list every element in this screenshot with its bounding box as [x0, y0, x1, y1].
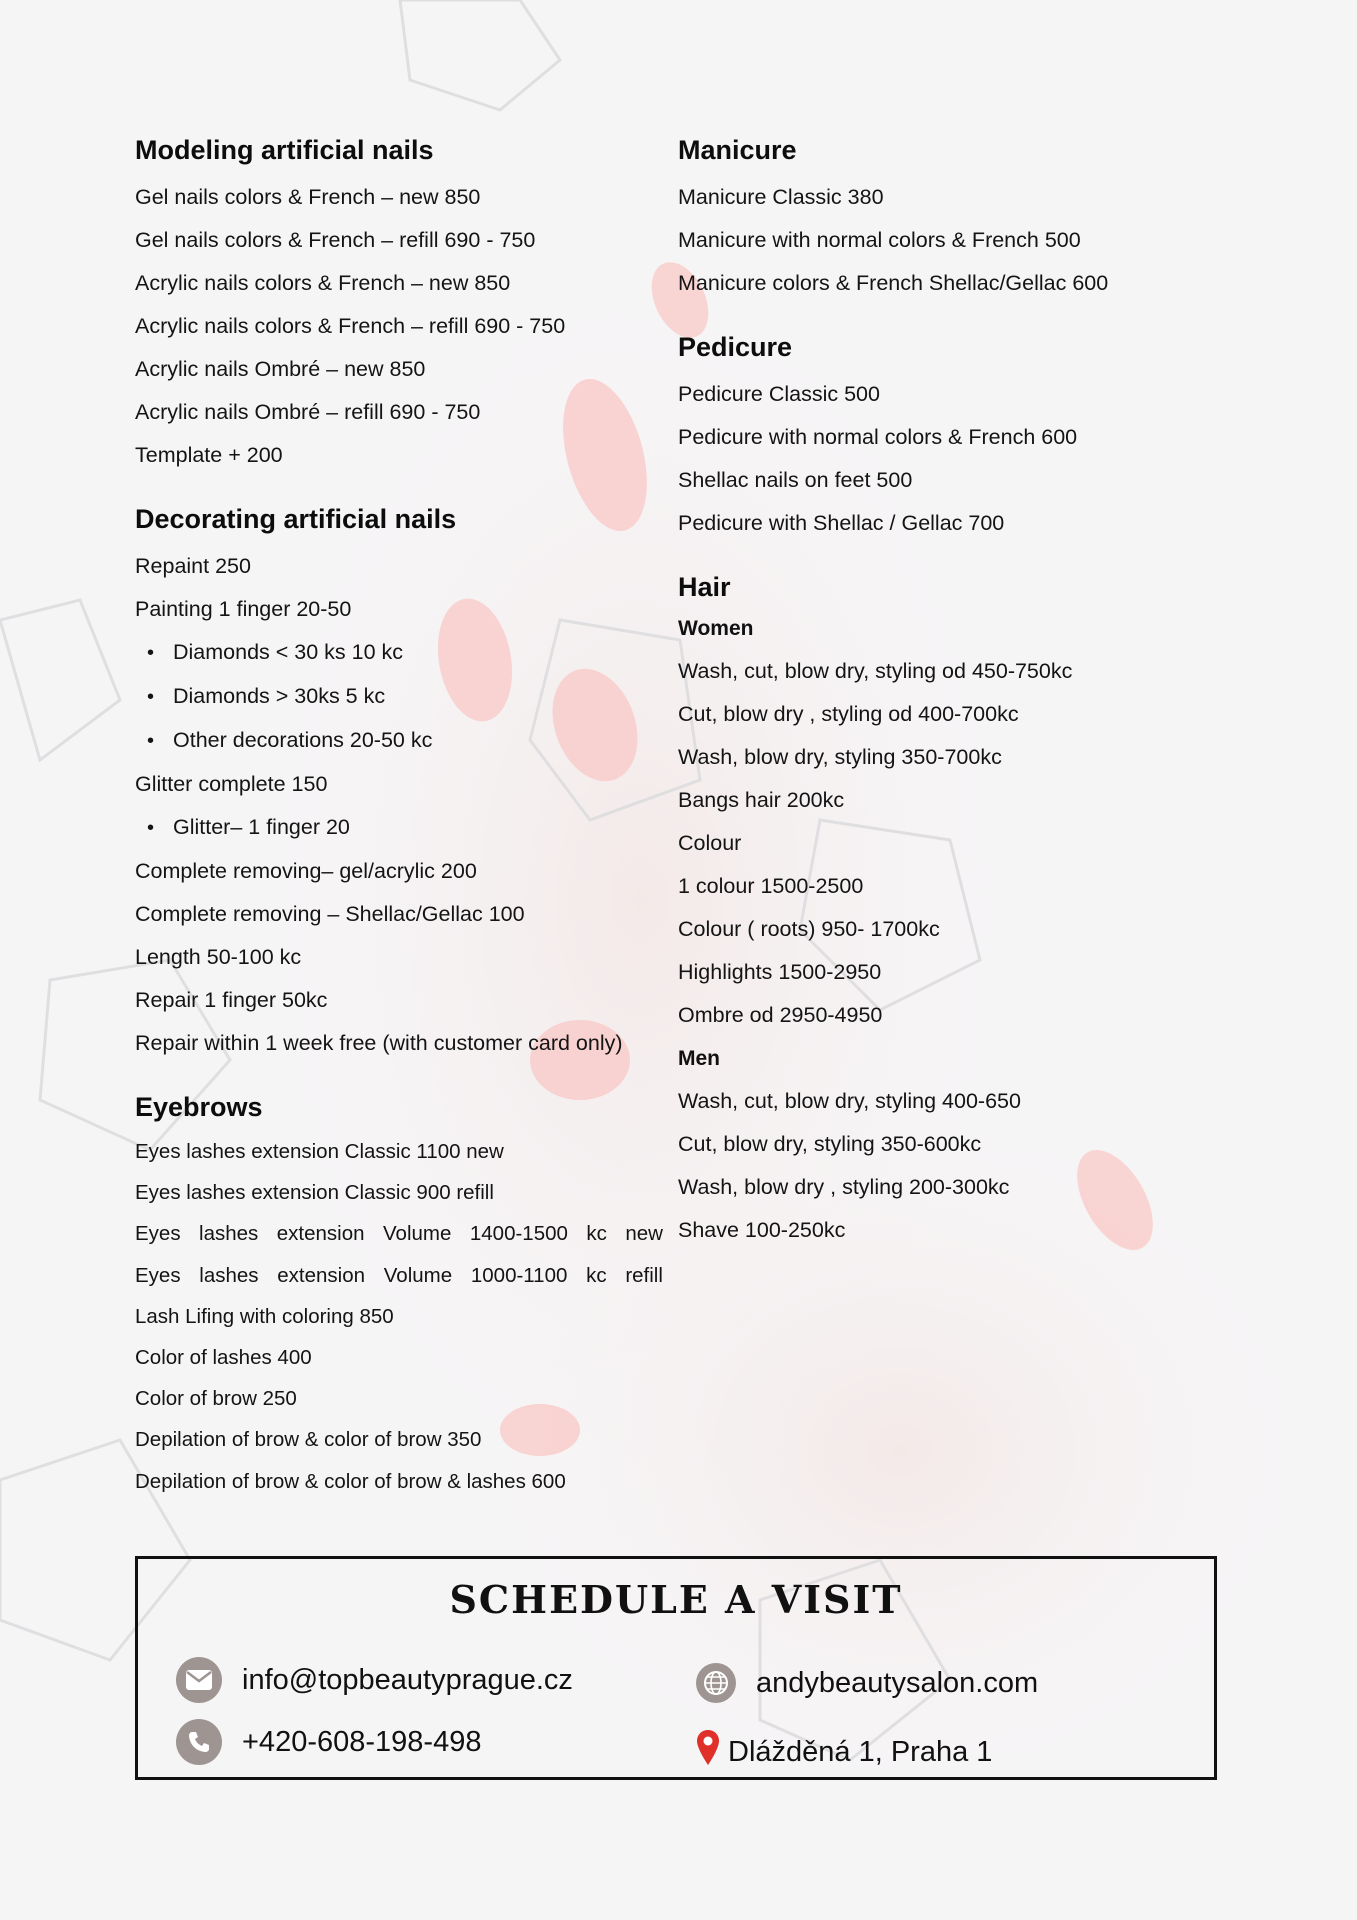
price-item-justified — [135, 1255, 663, 1296]
price-item: Acrylic nails colors & French – refill 690 - 750 — [135, 314, 566, 338]
word: kc — [586, 1263, 607, 1287]
right-column — [678, 130, 1278, 1252]
price-item: Gel nails colors & French – new 850 — [135, 185, 481, 209]
location-pin-icon — [696, 1729, 720, 1775]
price-item: Complete removing – Shellac/Gellac 100 — [135, 902, 525, 926]
price-item: Colour ( roots) 950- 1700kc — [678, 917, 940, 941]
price-item: Acrylic nails Ombré – refill 690 - 750 — [135, 400, 481, 424]
price-item: Template + 200 — [135, 443, 283, 467]
section-title-decorating: Decorating artificial nails — [135, 504, 457, 534]
price-item-bullet: • Glitter– 1 finger 20 — [135, 806, 665, 850]
hair-section — [678, 567, 1278, 1252]
section-title-hair: Hair — [678, 572, 731, 602]
eyebrows-section — [135, 1087, 665, 1502]
globe-icon — [696, 1663, 736, 1703]
word: Volume — [383, 1263, 453, 1287]
subsection-women: Women — [678, 617, 754, 640]
price-item: Complete removing– gel/acrylic 200 — [135, 859, 477, 883]
mail-icon — [176, 1657, 222, 1703]
contact-box — [135, 1556, 1217, 1780]
price-item: Manicure Classic 380 — [678, 185, 884, 209]
price-item: Glitter complete 150 — [135, 772, 328, 796]
price-item: Acrylic nails Ombré – new 850 — [135, 357, 426, 381]
word: Volume — [383, 1222, 452, 1246]
price-item: Shave 100-250kc — [678, 1218, 846, 1242]
word: Eyes — [135, 1222, 181, 1246]
decorating-section — [135, 499, 665, 1065]
word: Eyes — [135, 1263, 181, 1287]
price-item: Manicure colors & French Shellac/Gellac 600 — [678, 271, 1109, 295]
price-item: Pedicure Classic 500 — [678, 382, 880, 406]
website-text[interactable]: andybeautysalon.com — [756, 1666, 1039, 1699]
word: new — [625, 1222, 663, 1246]
price-item: Cut, blow dry, styling 350-600kc — [678, 1132, 982, 1156]
price-item: Repair 1 finger 50kc — [135, 988, 328, 1012]
price-item: Wash, blow dry, styling 350-700kc — [678, 745, 1002, 769]
subsection-men: Men — [678, 1047, 720, 1070]
price-item: Colour — [678, 831, 742, 855]
price-item: Acrylic nails colors & French – new 850 — [135, 271, 511, 295]
price-item: Shellac nails on feet 500 — [678, 468, 913, 492]
price-item: Pedicure with Shellac / Gellac 700 — [678, 511, 1005, 535]
word: lashes — [199, 1222, 259, 1246]
price-item: Color of lashes 400 — [135, 1346, 312, 1370]
email-line[interactable] — [176, 1657, 573, 1703]
price-item: Eyes lashes extension Classic 900 refill — [135, 1181, 494, 1205]
price-item: Lash Lifing with coloring 850 — [135, 1304, 394, 1328]
word: extension — [276, 1222, 365, 1246]
modeling-section — [135, 130, 665, 477]
section-title-eyebrows: Eyebrows — [135, 1092, 263, 1122]
price-item: Depilation of brow & color of brow 350 — [135, 1428, 482, 1452]
phone-line[interactable] — [176, 1719, 481, 1765]
price-item: Gel nails colors & French – refill 690 - 750 — [135, 228, 536, 252]
word: refill — [625, 1263, 663, 1287]
price-item: Bangs hair 200kc — [678, 788, 845, 812]
price-item-bullet: • Other decorations 20-50 kc — [135, 719, 665, 763]
price-item: Depilation of brow & color of brow & lashes 600 — [135, 1469, 566, 1493]
price-item: Manicure with normal colors & French 500 — [678, 228, 1081, 252]
price-item: Wash, cut, blow dry, styling 400-650 — [678, 1089, 1021, 1113]
phone-icon — [176, 1719, 222, 1765]
price-item: Wash, blow dry , styling 200-300kc — [678, 1175, 1010, 1199]
price-item: Highlights 1500-2950 — [678, 960, 882, 984]
price-item: Color of brow 250 — [135, 1387, 297, 1411]
price-item: Repaint 250 — [135, 554, 251, 578]
address-text[interactable]: Dlážděná 1, Praha 1 — [728, 1735, 993, 1768]
word: lashes — [199, 1263, 259, 1287]
price-item-bullet: • Diamonds < 30 ks 10 kc — [135, 631, 665, 675]
price-item: Length 50-100 kc — [135, 945, 302, 969]
price-item: Ombre od 2950-4950 — [678, 1003, 883, 1027]
pedicure-section — [678, 327, 1278, 545]
price-item: Wash, cut, blow dry, styling od 450-750kc — [678, 659, 1073, 683]
word: extension — [277, 1263, 366, 1287]
email-text[interactable]: info@topbeautyprague.cz — [242, 1663, 573, 1696]
price-item: Painting 1 finger 20-50 — [135, 597, 352, 621]
section-title-manicure: Manicure — [678, 135, 797, 165]
price-item-bullet: • Diamonds > 30ks 5 kc — [135, 675, 665, 719]
contact-title: SCHEDULE A VISIT — [449, 1577, 903, 1622]
manicure-section — [678, 130, 1278, 305]
phone-text[interactable]: +420-608-198-498 — [242, 1725, 482, 1758]
section-title-modeling: Modeling artificial nails — [135, 135, 434, 165]
price-item: Eyes lashes extension Classic 1100 new — [135, 1140, 504, 1163]
price-item-justified — [135, 1213, 663, 1254]
left-column — [135, 130, 665, 1502]
price-item: Repair within 1 week free (with customer card only) — [135, 1031, 623, 1055]
price-item: Cut, blow dry , styling od 400-700kc — [678, 702, 1019, 726]
section-title-pedicure: Pedicure — [678, 332, 793, 362]
address-line[interactable] — [696, 1729, 992, 1775]
price-item: 1 colour 1500-2500 — [678, 874, 864, 898]
word: kc — [586, 1222, 607, 1246]
price-item: Pedicure with normal colors & French 600 — [678, 425, 1078, 449]
word: 1000-1100 — [470, 1263, 568, 1287]
website-line[interactable] — [696, 1663, 1038, 1703]
word: 1400-1500 — [469, 1222, 568, 1246]
